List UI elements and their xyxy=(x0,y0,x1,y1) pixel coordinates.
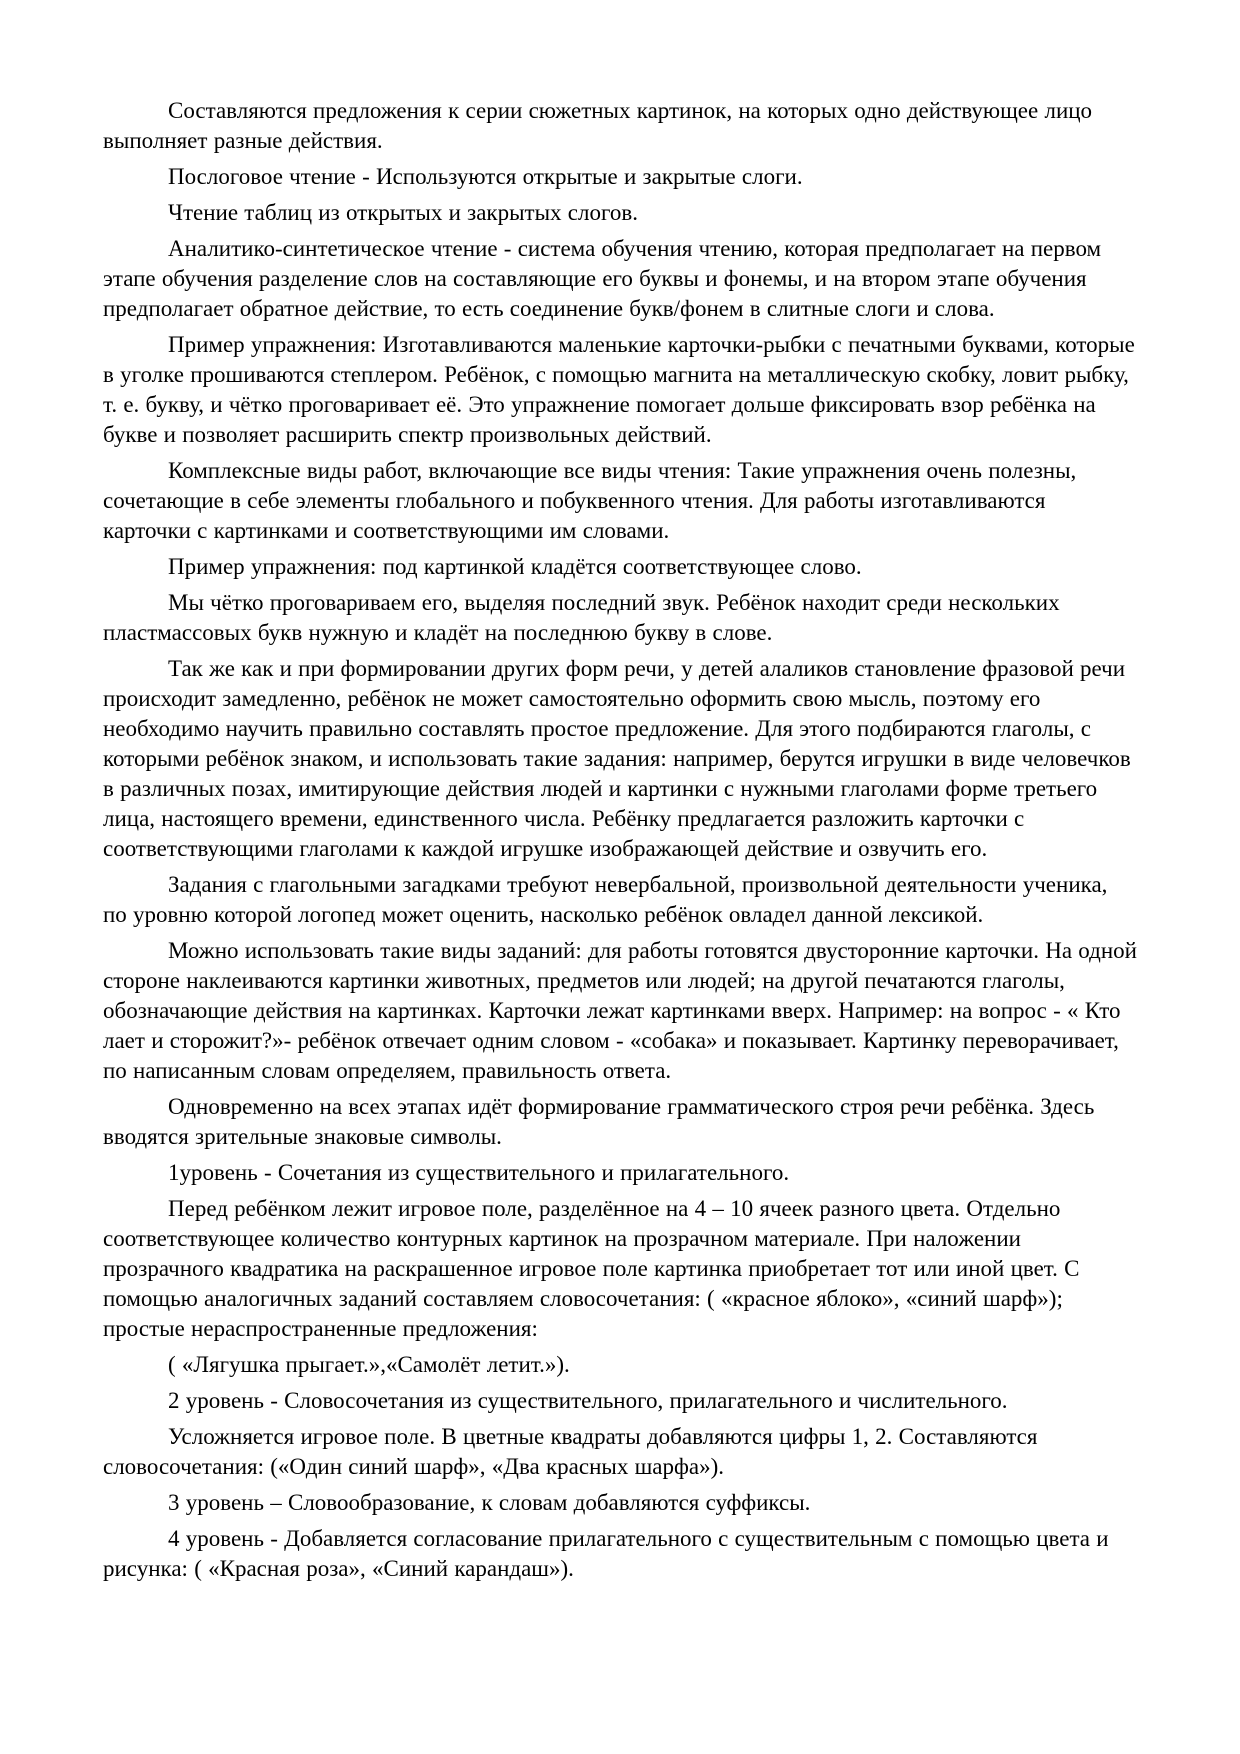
paragraph: Можно использовать такие виды заданий: для работы готовятся двусторонние карточки. На одной стороне наклеиваются картинки животных, предметов или людей; на другой печатаются глаголы, обозначающие действия на картинках. Карточки лежат картинками вверх. Например: на вопрос - « Кто лает и сторожит?»- ребёнок отвечает одним словом - «собака» и показывает. Картинку переворачивает, по написанным словам определяем, правильность ответа. xyxy=(103,938,1137,1083)
paragraph: Чтение таблиц из открытых и закрытых слогов. xyxy=(168,200,638,225)
paragraph: Послоговое чтение - Используются открытые и закрытые слоги. xyxy=(168,164,803,189)
paragraph: Пример упражнения: под картинкой кладётся соответствующее слово. xyxy=(168,554,862,579)
paragraph: Усложняется игровое поле. В цветные квадраты добавляются цифры 1, 2. Составляются словосочетания: («Один синий шарф», «Два красных шарфа»). xyxy=(103,1424,1038,1479)
paragraph: 1уровень - Сочетания из существительного и прилагательного. xyxy=(168,1160,790,1185)
paragraph: Мы чётко проговариваем его, выделяя последний звук. Ребёнок находит среди нескольких пластмассовых букв нужную и кладёт на последнюю букву в слове. xyxy=(103,590,1060,645)
paragraph: Задания с глагольными загадками требуют невербальной, произвольной деятельности ученика, по уровню которой логопед может оценить, насколько ребёнок овладел данной лексикой. xyxy=(103,872,1108,927)
paragraph: 2 уровень - Словосочетания из существительного, прилагательного и числительного. xyxy=(168,1388,1008,1413)
paragraph: 4 уровень - Добавляется согласование прилагательного с существительным с помощью цвета и рисунка: ( «Красная роза», «Синий карандаш»). xyxy=(103,1526,1109,1581)
paragraph: Пример упражнения: Изготавливаются маленькие карточки-рыбки с печатными буквами, которые в уголке прошиваются степлером. Ребёнок, с помощью магнита на металлическую скобку, ловит рыбку, т. е. букву, и чётко проговаривает её. Это упражнение помогает дольше фиксировать взор ребёнка на букве и позволяет расширить спектр произвольных действий. xyxy=(103,332,1135,447)
paragraph: Комплексные виды работ, включающие все виды чтения: Такие упражнения очень полезны, сочетающие в себе элементы глобального и побуквенного чтения. Для работы изготавливаются карточки с картинками и соответствующими им словами. xyxy=(103,458,1077,543)
document-body xyxy=(103,96,1137,1584)
paragraph: 3 уровень – Словообразование, к словам добавляются суффиксы. xyxy=(168,1490,811,1515)
paragraph: Одновременно на всех этапах идёт формирование грамматического строя речи ребёнка. Здесь вводятся зрительные знаковые символы. xyxy=(103,1094,1095,1149)
paragraph: Аналитико-синтетическое чтение - система обучения чтению, которая предполагает на первом этапе обучения разделение слов на составляющие его буквы и фонемы, и на втором этапе обучения предполагает обратное действие, то есть соединение букв/фонем в слитные слоги и слова. xyxy=(103,236,1102,321)
paragraph: ( «Лягушка прыгает.»,«Самолёт летит.»). xyxy=(168,1352,570,1377)
paragraph: Перед ребёнком лежит игровое поле, разделённое на 4 – 10 ячеек разного цвета. Отдельно соответствующее количество контурных картинок на прозрачном материале. При наложении прозрачного квадратика на раскрашенное игровое поле картинка приобретает тот или иной цвет. С помощью аналогичных заданий составляем словосочетания: ( «красное яблоко», «синий шарф»); простые нераспространенные предложения: xyxy=(103,1196,1080,1341)
paragraph: Так же как и при формировании других форм речи, у детей алаликов становление фразовой речи происходит замедленно, ребёнок не может самостоятельно оформить свою мысль, поэтому его необходимо научить правильно составлять простое предложение. Для этого подбираются глаголы, с которыми ребёнок знаком, и использовать такие задания: например, берутся игрушки в виде человечков в различных позах, имитирующие действия людей и картинки с нужными глаголами форме третьего лица, настоящего времени, единственного числа. Ребёнку предлагается разложить карточки с соответствующими глаголами к каждой игрушке изображающей действие и озвучить его. xyxy=(103,656,1131,861)
paragraph: Составляются предложения к серии сюжетных картинок, на которых одно действующее лицо выполняет разные действия. xyxy=(103,98,1093,153)
